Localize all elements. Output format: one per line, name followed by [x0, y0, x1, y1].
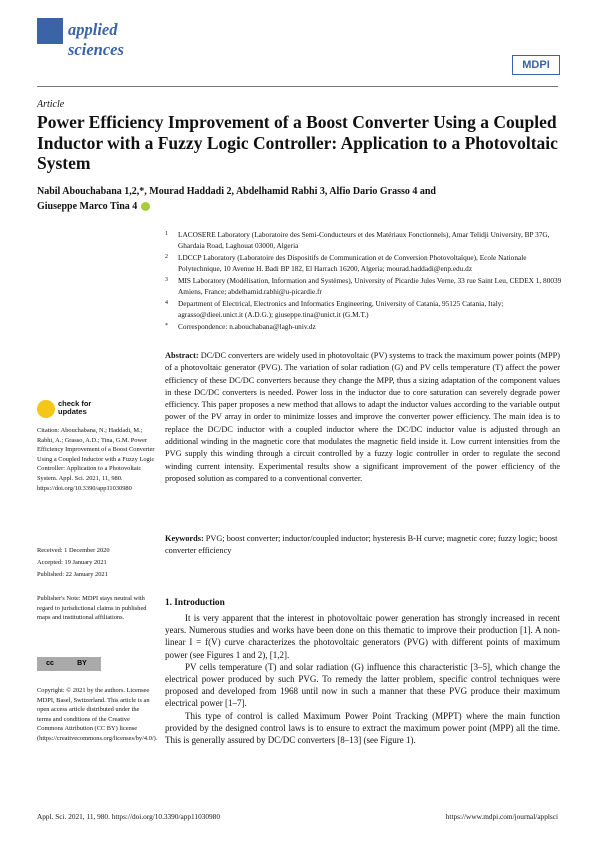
- affiliation-item: 3 MIS Laboratory (Modélisation, Information and Systèmes), University of Picardie Jules Verne, 33 rue Saint Leu, CEDEX 1, 80039 Amiens, France; abdelhamid.rabhi@u-picardie.fr: [165, 276, 562, 296]
- check-for-updates-badge[interactable]: check for updates: [37, 398, 157, 420]
- check-icon: [37, 400, 55, 418]
- section-title: 1. Introduction: [165, 598, 225, 608]
- keywords: [165, 533, 560, 558]
- orcid-icon[interactable]: [141, 202, 150, 211]
- journal-logo: [37, 18, 157, 82]
- correspondence: * Correspondence: n.abouchabana@lagh-univ.dz: [165, 322, 316, 331]
- article-type: Article: [37, 99, 65, 110]
- citation: Citation: Abouchabana, N.; Haddadi, M.; Rabhi, A.; Grasso, A.D.; Tina, G.M. Power Efficiency Improvement of a Boost Converter Using a Coupled Inductor with a Fuzzy Logic Controller: Application to a Photovoltaic System. Appl. Sci. 2021, 11, 980. https://doi.org/10.3390/app11030980: [37, 427, 155, 492]
- published-date: Published: 22 January 2021: [37, 571, 108, 578]
- paragraph: It is very apparent that the interest in photovoltaic power generation has strongly increased in recent years. Numerous studies and works have been done on this thematic to improve their production [1]. A non-linear I = f(V) curve characterizes the photovoltaic generators (PVG) with different points of maximum power (see Figures 1 and 2), [1,2].: [165, 613, 560, 660]
- accepted-date: Accepted: 19 January 2021: [37, 559, 107, 566]
- cc-license-icon[interactable]: cc: [37, 657, 63, 671]
- abstract: [165, 350, 560, 485]
- header-divider: [37, 86, 558, 87]
- copyright: Copyright: © 2021 by the authors. Licensee MDPI, Basel, Switzerland. This article is an open access article distributed under the terms and conditions of the Creative Commons Attribution (CC BY) license (https://creativecommons.org/licenses/by/4.0/).: [37, 687, 158, 742]
- affiliations: [165, 230, 565, 335]
- authors-line1: Nabil Abouchabana 1,2,*, Mourad Haddadi 2, Abdelhamid Rabhi 3, Alfio Dario Grasso 4 and: [37, 186, 436, 197]
- footer-right[interactable]: https://www.mdpi.com/journal/applsci: [445, 812, 558, 821]
- journal-name-line1: applied: [68, 20, 118, 39]
- publisher-note: Publisher's Note: MDPI stays neutral with regard to jurisdictional claims in published maps and institutional affiliations.: [37, 595, 147, 622]
- footer-left: Appl. Sci. 2021, 11, 980. https://doi.org/10.3390/app11030980: [37, 812, 220, 821]
- affiliation-item: 2 LDCCP Laboratory (Laboratoire des Dispositifs de Communication et de Conversion Photovoltaïque), Ecole Nationale Polytechnique, 10 Avenue H. Badi BP 182, El Harrach 16200, Algeria; mourad.haddadi@enp.edu.dz: [165, 253, 527, 273]
- authors-line2: Giuseppe Marco Tina 4: [37, 201, 138, 212]
- paragraph: This type of control is called Maximum Power Point Tracking (MPPT) where the main function provided by the designed control laws is to ensure to extract the maximum power point (MPP) all the time. This is generally assured by DC/DC converters [8–13] (see Figure 1).: [165, 710, 560, 746]
- affiliation-item: 1 LACOSERE Laboratory (Laboratoire des Semi-Conducteurs et des Matériaux Fonctionnels), Amar Telidji University, BP 37G, Ghardaia Road, Laghouat 03000, Algeria: [165, 230, 550, 250]
- cc-by-icon[interactable]: BY: [63, 657, 101, 671]
- affiliation-item: 4 Department of Electrical, Electronics and Informatics Engineering, University of Catania, 95125 Catania, Italy; agrasso@dieei.unict.it (A.D.G.); giuseppe.tina@unict.it (G.M.T.): [165, 299, 504, 319]
- authors: [37, 184, 567, 214]
- keywords-label: Keywords:: [165, 534, 204, 543]
- introduction-text: [165, 612, 560, 746]
- publisher-logo: MDPI: [512, 55, 560, 75]
- abstract-label: Abstract:: [165, 351, 199, 360]
- journal-name-line2: sciences: [68, 40, 124, 59]
- received-date: Received: 1 December 2020: [37, 547, 110, 554]
- paragraph: PV cells temperature (T) and solar radiation (G) influence this characteristic [3–5], which change the electrical power produced by such PVG. To remedy the latter problem, specific control techniques were proposed and developed from 1968 until now in such a manner that these PVG produce their maximum electrical power [1–7].: [165, 661, 560, 709]
- abstract-text: DC/DC converters are widely used in photovoltaic (PV) systems to track the maximum power points (MPP) of a photovoltaic generator (PVG). The variation of solar radiation (G) and PV cells temperature (T) affect the power efficiency of these DC/DC converters because they change the MPP, thus a sizing adaptation of the component values in these DC/DC converters is needed. Power loss in the inductor due to core saturation can severely degrade power efficiency. This paper proposes a new method that allows to adapt the inductor values according to the variable output power of the PV array in order to minimize losses and improve the converter power efficiency. The main idea is to replace the DC/DC inductor with a coupled inductor where the DC/DC inductor value is adjusted through an additional winding in the magnetic core that modulates the magnetic field inside it. Low current intensities from the PVG supply this winding through a circuit controlled by a fuzzy logic controller in order to regulate the second winding current intensity. Experimental results show a significant improvement of the power efficiency of the proposed solution as compared to a conventional converter.: [165, 351, 560, 483]
- article-title: Power Efficiency Improvement of a Boost Converter Using a Coupled Inductor with a Fuzzy Logic Controller: Application to a Photovoltaic System: [37, 112, 558, 173]
- journal-logo-icon: [37, 18, 63, 44]
- keywords-text: PVG; boost converter; inductor/coupled inductor; hysteresis B-H curve; magnetic core; fuzzy logic; boost converter efficiency: [165, 534, 558, 556]
